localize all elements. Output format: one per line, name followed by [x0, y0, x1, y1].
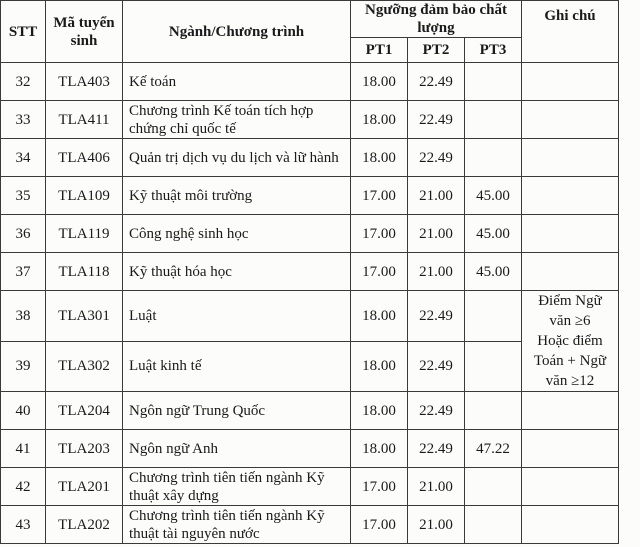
cell-pt1: 17.00	[351, 468, 408, 506]
table-row	[1, 291, 619, 342]
table-row	[1, 101, 619, 139]
cell-pt2: 21.00	[408, 506, 465, 544]
cell-note	[522, 430, 619, 468]
cell-code: TLA204	[46, 392, 123, 430]
cell-pt2: 21.00	[408, 215, 465, 253]
cell-major: Luật kinh tế	[123, 341, 351, 392]
cell-pt1: 18.00	[351, 101, 408, 139]
cell-note	[522, 468, 619, 506]
header-threshold: Ngưỡng đảm bảo chất lượng	[351, 1, 522, 38]
cell-pt2: 22.49	[408, 430, 465, 468]
cell-note	[522, 506, 619, 544]
cell-code: TLA118	[46, 253, 123, 291]
cell-pt2: 22.49	[408, 291, 465, 342]
header-stt: STT	[1, 1, 46, 63]
header-note: Ghi chú	[522, 1, 619, 63]
cell-stt: 40	[1, 392, 46, 430]
cell-pt3	[465, 63, 522, 101]
cell-stt: 38	[1, 291, 46, 342]
cell-pt1: 17.00	[351, 253, 408, 291]
cell-pt3	[465, 468, 522, 506]
cell-major: Kế toán	[123, 63, 351, 101]
cell-note	[522, 63, 619, 101]
cell-note	[522, 253, 619, 291]
cell-code: TLA109	[46, 177, 123, 215]
cell-major: Ngôn ngữ Anh	[123, 430, 351, 468]
table-row	[1, 177, 619, 215]
table-row	[1, 430, 619, 468]
cell-note	[522, 215, 619, 253]
table-row	[1, 253, 619, 291]
cell-pt3: 47.22	[465, 430, 522, 468]
cell-note	[522, 101, 619, 139]
cell-pt3	[465, 139, 522, 177]
law-note-line2: Hoặc điểm Toán + Ngữ văn ≥12	[533, 333, 607, 389]
cell-code: TLA119	[46, 215, 123, 253]
cell-code: TLA203	[46, 430, 123, 468]
cell-pt3	[465, 291, 522, 342]
cell-code: TLA406	[46, 139, 123, 177]
cell-pt1: 18.00	[351, 139, 408, 177]
cell-note	[522, 392, 619, 430]
header-major: Ngành/Chương trình	[123, 1, 351, 63]
cell-code: TLA302	[46, 341, 123, 392]
table-row	[1, 215, 619, 253]
cell-pt2: 22.49	[408, 139, 465, 177]
cell-pt3: 45.00	[465, 177, 522, 215]
cell-pt1: 18.00	[351, 392, 408, 430]
table-row	[1, 506, 619, 544]
cell-stt: 41	[1, 430, 46, 468]
header-row	[1, 1, 619, 38]
cell-pt3: 45.00	[465, 253, 522, 291]
cell-stt: 35	[1, 177, 46, 215]
cell-code: TLA202	[46, 506, 123, 544]
cell-pt1: 17.00	[351, 506, 408, 544]
cell-stt: 36	[1, 215, 46, 253]
cell-pt1: 17.00	[351, 215, 408, 253]
cell-stt: 37	[1, 253, 46, 291]
cell-pt2: 22.49	[408, 63, 465, 101]
cell-pt1: 18.00	[351, 291, 408, 342]
cell-stt: 39	[1, 341, 46, 392]
law-note-line1: Điểm Ngữ văn ≥6	[538, 293, 602, 329]
cell-pt3	[465, 341, 522, 392]
cell-pt3	[465, 101, 522, 139]
cell-major: Quản trị dịch vụ du lịch và lữ hành	[123, 139, 351, 177]
cell-pt2: 22.49	[408, 101, 465, 139]
table-body	[1, 63, 619, 544]
cell-code: TLA301	[46, 291, 123, 342]
cell-pt2: 21.00	[408, 177, 465, 215]
cell-major: Chương trình tiên tiến ngành Kỹ thuật xây dựng	[123, 468, 351, 506]
cell-pt2: 22.49	[408, 392, 465, 430]
cell-note	[522, 139, 619, 177]
table-row	[1, 392, 619, 430]
header-code: Mã tuyển sinh	[46, 1, 123, 63]
cell-major: Công nghệ sinh học	[123, 215, 351, 253]
cell-stt: 42	[1, 468, 46, 506]
cell-major: Chương trình tiên tiến ngành Kỹ thuật tài nguyên nước	[123, 506, 351, 544]
cell-major: Luật	[123, 291, 351, 342]
cell-stt: 32	[1, 63, 46, 101]
cell-note	[522, 177, 619, 215]
table-row	[1, 139, 619, 177]
cell-code: TLA411	[46, 101, 123, 139]
cell-pt1: 17.00	[351, 177, 408, 215]
cell-pt3: 45.00	[465, 215, 522, 253]
cell-major: Kỹ thuật hóa học	[123, 253, 351, 291]
cell-pt2: 21.00	[408, 468, 465, 506]
cell-pt1: 18.00	[351, 430, 408, 468]
cell-pt3	[465, 392, 522, 430]
cell-stt: 34	[1, 139, 46, 177]
header-pt1: PT1	[351, 38, 408, 63]
cell-code: TLA201	[46, 468, 123, 506]
table-row	[1, 468, 619, 506]
cell-note-law	[522, 291, 619, 392]
cell-pt1: 18.00	[351, 341, 408, 392]
cell-major: Kỹ thuật môi trường	[123, 177, 351, 215]
table-row	[1, 63, 619, 101]
header-pt2: PT2	[408, 38, 465, 63]
cell-pt1: 18.00	[351, 63, 408, 101]
cell-pt2: 22.49	[408, 341, 465, 392]
cell-major: Ngôn ngữ Trung Quốc	[123, 392, 351, 430]
header-pt3: PT3	[465, 38, 522, 63]
cell-code: TLA403	[46, 63, 123, 101]
cell-stt: 33	[1, 101, 46, 139]
cell-stt: 43	[1, 506, 46, 544]
cell-pt3	[465, 506, 522, 544]
cell-major: Chương trình Kế toán tích hợp chứng chỉ quốc tế	[123, 101, 351, 139]
cell-pt2: 21.00	[408, 253, 465, 291]
